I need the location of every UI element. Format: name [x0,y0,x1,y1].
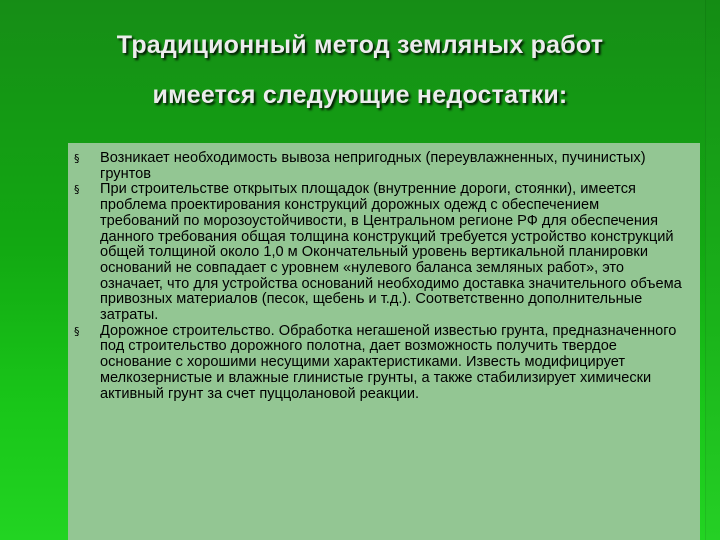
bullet-text: Возникает необходимость вывоза непригодных (переувлажненных, пучинистых) грунтов [100,150,646,182]
bullet-marker-icon: § [74,324,80,338]
bullet-text: . Обработка негашеной известью грунта, предназначенного под строительство дорожного полотна, дает возможность получить твердое основание с хорошими несущими характеристиками. Известь модифицирует мелкозернистые и влажные глинистые грунты, а также стабилизирует химически активный грунт за счет пуццолановой реакции. [100,322,677,402]
bullet-item [70,182,682,323]
bullet-marker-icon: § [74,183,80,197]
bullet-item [70,151,682,182]
slide-title-line-2: имеется следующие недостатки: [152,81,568,109]
slide-title-line-1: Традиционный метод земляных работ [116,31,604,59]
slide-title [0,20,720,120]
bullet-text: При строительстве открытых площадок (внутренние дороги, стоянки), имеется проблема проектирования конструкций дорожных одежд с обеспечением требований по морозоустойчивости, в Центральном регионе РФ для обеспечения данного требования общая толщина конструкций требуется устройство конструкций общей толщиной около 1,0 м Окончательный уровень вертикальной планировки оснований не совпадает с уровнем «нулевого баланса земляных работ», это означает, что для устройства оснований необходимо доставка значительного объема привозных материалов (песок, щебень и т.д.). Соответственно дополнительные затраты. [100,181,682,324]
bullet-lead-text: Дорожное строительство [100,322,271,339]
bullet-list [70,151,682,402]
bullet-item [70,324,682,403]
bullet-marker-icon: § [74,152,80,165]
